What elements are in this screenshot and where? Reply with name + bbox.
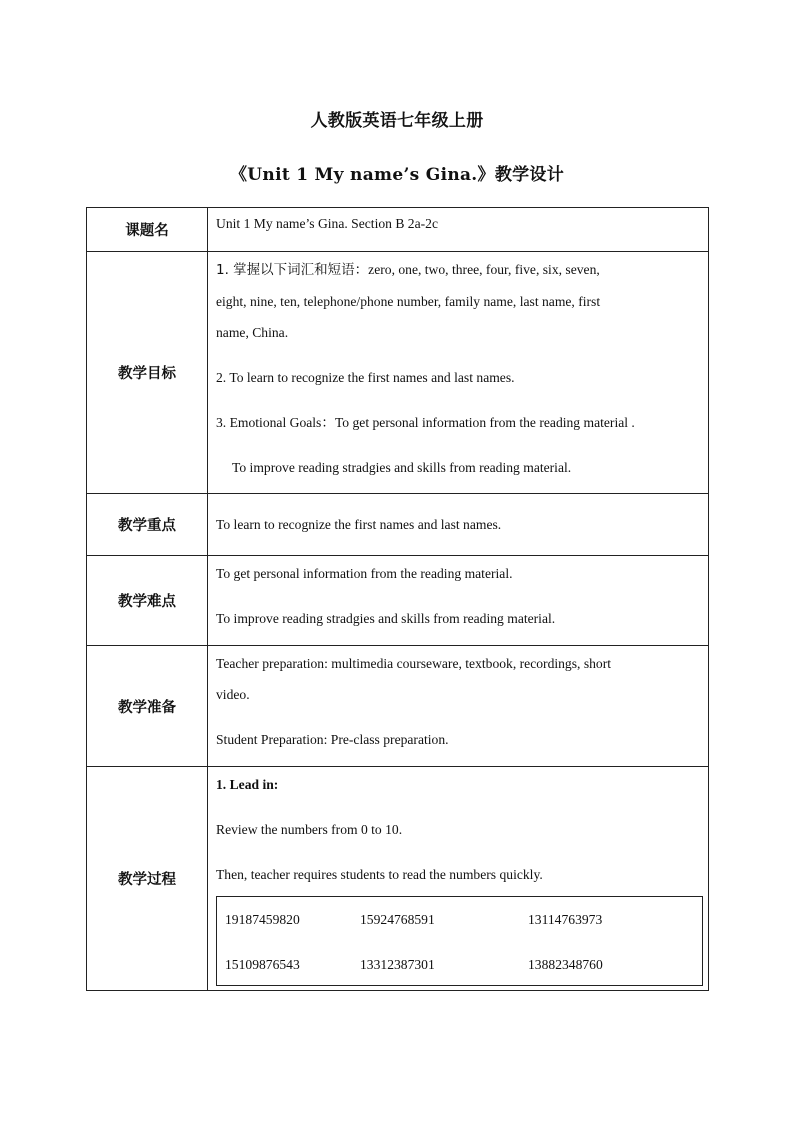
objective-line-6: To improve reading stradgies and skills from reading material. (232, 460, 572, 475)
objective-line-5 (216, 407, 702, 438)
process-line-2: Then, teacher requires students to read the numbers quickly. (216, 867, 543, 882)
phone-number: 19187459820 (225, 912, 300, 927)
key-points-content (208, 494, 709, 556)
lesson-plan-table (86, 207, 709, 991)
difficulty-line-2: To improve reading stradgies and skills from reading material. (216, 611, 556, 626)
preparation-line-3: Student Preparation: Pre-class preparation. (216, 732, 449, 747)
objectives-content (208, 252, 709, 494)
label-key-points: 教学重点 (87, 494, 208, 556)
preparation-line-1: Teacher preparation: multimedia courseware, textbook, recordings, short (216, 656, 612, 671)
objective-5-prefix: 3. Emotional Goals： (216, 415, 335, 430)
row-preparation (87, 646, 709, 767)
difficulty-line-1: To get personal information from the reading material. (216, 566, 513, 581)
phone-number: 13882348760 (528, 957, 603, 972)
preparation-content (208, 646, 709, 767)
row-objectives (87, 252, 709, 494)
objective-line-4: 2. To learn to recognize the first names and last names. (216, 370, 515, 385)
objective-line-1 (216, 254, 702, 286)
label-objectives: 教学目标 (87, 252, 208, 494)
process-line-1: Review the numbers from 0 to 10. (216, 822, 403, 837)
key-points-text: To learn to recognize the first names and last names. (216, 517, 502, 532)
phone-number: 15924768591 (360, 912, 435, 927)
row-topic (87, 208, 709, 252)
document-title: 人教版英语七年级上册 (310, 111, 484, 131)
row-process (87, 767, 709, 991)
topic-text: Unit 1 My name’s Gina. Section B 2a-2c (216, 216, 438, 231)
phone-number: 13114763973 (528, 912, 603, 927)
phone-row-1 (225, 904, 702, 927)
phone-number: 15109876543 (225, 957, 300, 972)
phone-number: 13312387301 (360, 957, 435, 972)
label-difficulties: 教学难点 (87, 556, 208, 646)
phone-row-2 (225, 949, 702, 972)
objective-line-3: name, China. (216, 325, 289, 340)
row-key-points (87, 494, 709, 556)
difficulties-content (208, 556, 709, 646)
objective-1-prefix: 1. 掌握以下词汇和短语： (216, 262, 369, 278)
document-subtitle: 《Unit 1 My name’s Gina.》教学设计 (229, 165, 565, 185)
objective-line-2: eight, nine, ten, telephone/phone number, family name, last name, first (216, 294, 601, 309)
label-preparation: 教学准备 (87, 646, 208, 767)
phone-numbers-box (216, 896, 703, 986)
preparation-line-2: video. (216, 687, 250, 702)
objective-5-rest: To get personal information from the reading material . (334, 415, 635, 430)
objective-1-words: zero, one, two, three, four, five, six, seven, (368, 262, 600, 277)
row-difficulties (87, 556, 709, 646)
label-process: 教学过程 (87, 767, 208, 991)
topic-content (208, 208, 709, 252)
label-topic: 课题名 (87, 208, 208, 252)
process-content (208, 767, 709, 991)
process-heading: 1. Lead in: (216, 777, 279, 792)
